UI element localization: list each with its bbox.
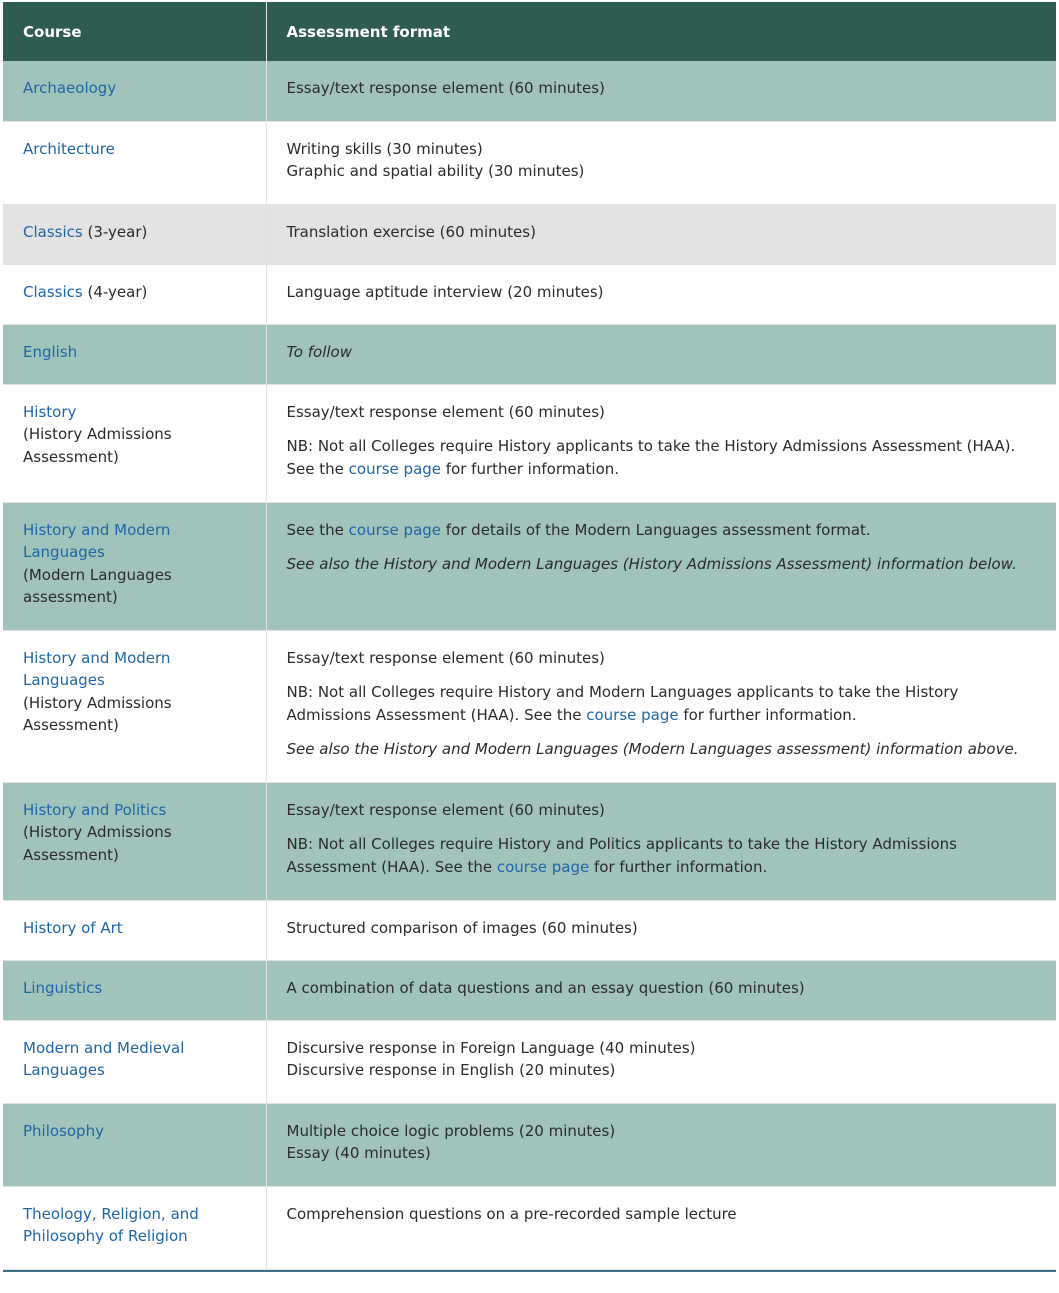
nb-note xyxy=(287,833,1037,878)
format-line: Essay/text response element (60 minutes) xyxy=(286,79,605,97)
see-text: for details of the Modern Languages assessment format. xyxy=(441,520,871,539)
course-page-link[interactable]: course page xyxy=(586,705,679,724)
course-page-link[interactable]: course page xyxy=(496,857,590,876)
course-cell xyxy=(3,264,266,324)
table-row xyxy=(3,384,1056,502)
header-course: Course xyxy=(3,2,266,61)
format-cell xyxy=(266,1186,1056,1269)
nb-text: for further information. xyxy=(589,857,768,876)
course-cell xyxy=(3,121,266,204)
course-link-archaeology[interactable]: Archaeology xyxy=(23,79,117,97)
course-cell xyxy=(3,502,266,630)
table-row xyxy=(3,1103,1056,1186)
course-link-history-and-modern-languages[interactable]: History and Modern Languages xyxy=(23,648,171,689)
table-row xyxy=(3,502,1056,630)
course-link-english[interactable]: English xyxy=(23,342,78,361)
course-link-theology-religion-philosophy[interactable]: Theology, Religion, and Philosophy of Religion xyxy=(23,1204,199,1245)
see-note xyxy=(287,519,1037,542)
course-cell xyxy=(3,630,266,782)
nb-text: NB: Not all Colleges require History applicants to take the History Admissions Assessment (HAA). See the xyxy=(286,437,1016,478)
format-line: A combination of data questions and an essay question (60 minutes) xyxy=(286,978,805,997)
course-link-history-and-politics[interactable]: History and Politics xyxy=(23,800,167,819)
format-line: Graphic and spatial ability (30 minutes) xyxy=(286,162,585,180)
see-also-note: See also the History and Modern Languages (History Admissions Assessment) information below. xyxy=(286,555,1017,573)
course-cell xyxy=(3,1020,266,1103)
format-line: Comprehension questions on a pre-recorded sample lecture xyxy=(286,1204,737,1223)
table-row xyxy=(3,1186,1056,1269)
format-cell xyxy=(266,630,1056,782)
course-cell xyxy=(3,61,266,121)
course-cell xyxy=(3,384,266,502)
nb-text: NB: Not all Colleges require History and Politics applicants to take the History Admissions Assessment (HAA). See the xyxy=(286,835,957,876)
course-suffix: (4-year) xyxy=(82,282,148,301)
format-line: Essay/text response element (60 minutes) xyxy=(286,800,605,819)
format-line: Writing skills (30 minutes) xyxy=(286,139,483,158)
format-cell xyxy=(266,782,1056,900)
see-text: See the xyxy=(286,520,349,539)
course-cell xyxy=(3,1186,266,1269)
table-row xyxy=(3,960,1056,1020)
course-link-modern-and-medieval-languages[interactable]: Modern and Medieval Languages xyxy=(23,1038,185,1079)
format-cell xyxy=(266,1020,1056,1103)
course-note: (History Admissions Assessment) xyxy=(23,693,172,734)
assessment-table-container xyxy=(3,2,1056,1272)
nb-text: for further information. xyxy=(678,705,857,724)
table-row xyxy=(3,204,1056,264)
table-row xyxy=(3,1020,1056,1103)
nb-note xyxy=(287,681,1037,726)
format-line: Structured comparison of images (60 minutes) xyxy=(286,918,638,937)
table-row xyxy=(3,900,1056,960)
nb-text: NB: Not all Colleges require History and Modern Languages applicants to take the History Admissions Assessment (HAA). See the xyxy=(286,683,959,724)
header-assessment-format: Assessment format xyxy=(266,2,1056,61)
table-row xyxy=(3,630,1056,782)
format-line: Essay/text response element (60 minutes) xyxy=(286,402,605,421)
format-cell xyxy=(266,502,1056,630)
course-note: (History Admissions Assessment) xyxy=(23,823,172,864)
course-cell xyxy=(3,782,266,900)
format-line: Discursive response in Foreign Language (40 minutes) xyxy=(286,1038,696,1057)
format-cell xyxy=(266,61,1056,121)
course-page-link[interactable]: course page xyxy=(348,459,442,478)
course-link-architecture[interactable]: Architecture xyxy=(23,139,115,158)
format-line: Essay/text response element (60 minutes) xyxy=(286,648,605,667)
table-row xyxy=(3,61,1056,121)
table-header-row xyxy=(3,2,1056,61)
format-cell xyxy=(266,384,1056,502)
course-link-philosophy[interactable]: Philosophy xyxy=(23,1121,104,1140)
course-suffix: (3-year) xyxy=(82,222,148,241)
course-cell xyxy=(3,204,266,264)
nb-text: for further information. xyxy=(441,459,620,478)
format-line: Discursive response in English (20 minutes) xyxy=(286,1061,616,1079)
format-cell xyxy=(266,900,1056,960)
table-bottom-rule xyxy=(3,1270,1056,1272)
course-link-history[interactable]: History xyxy=(23,402,77,421)
format-cell xyxy=(266,121,1056,204)
format-cell xyxy=(266,264,1056,324)
table-row xyxy=(3,324,1056,384)
course-link-linguistics[interactable]: Linguistics xyxy=(23,978,103,997)
format-line: To follow xyxy=(286,342,352,361)
course-note: (History Admissions Assessment) xyxy=(23,425,172,466)
see-also-note: See also the History and Modern Languages (Modern Languages assessment) information above. xyxy=(286,740,1019,758)
table-row xyxy=(3,782,1056,900)
course-page-link[interactable]: course page xyxy=(348,520,442,539)
course-link-history-and-modern-languages[interactable]: History and Modern Languages xyxy=(23,520,171,561)
course-link-classics-3-year[interactable]: Classics xyxy=(23,222,83,241)
format-cell xyxy=(266,204,1056,264)
course-note: (Modern Languages assessment) xyxy=(23,565,172,606)
course-link-history-of-art[interactable]: History of Art xyxy=(23,918,123,937)
format-line: Language aptitude interview (20 minutes) xyxy=(286,282,604,301)
format-cell xyxy=(266,1103,1056,1186)
assessment-table xyxy=(3,2,1056,1270)
nb-note xyxy=(287,435,1037,480)
format-line: Translation exercise (60 minutes) xyxy=(286,222,536,241)
table-row xyxy=(3,264,1056,324)
format-cell xyxy=(266,324,1056,384)
table-row xyxy=(3,121,1056,204)
course-cell xyxy=(3,324,266,384)
course-cell xyxy=(3,960,266,1020)
format-cell xyxy=(266,960,1056,1020)
format-line: Essay (40 minutes) xyxy=(286,1144,431,1162)
course-cell xyxy=(3,1103,266,1186)
format-line: Multiple choice logic problems (20 minutes) xyxy=(286,1121,616,1140)
course-cell xyxy=(3,900,266,960)
course-link-classics-4-year[interactable]: Classics xyxy=(23,282,83,301)
